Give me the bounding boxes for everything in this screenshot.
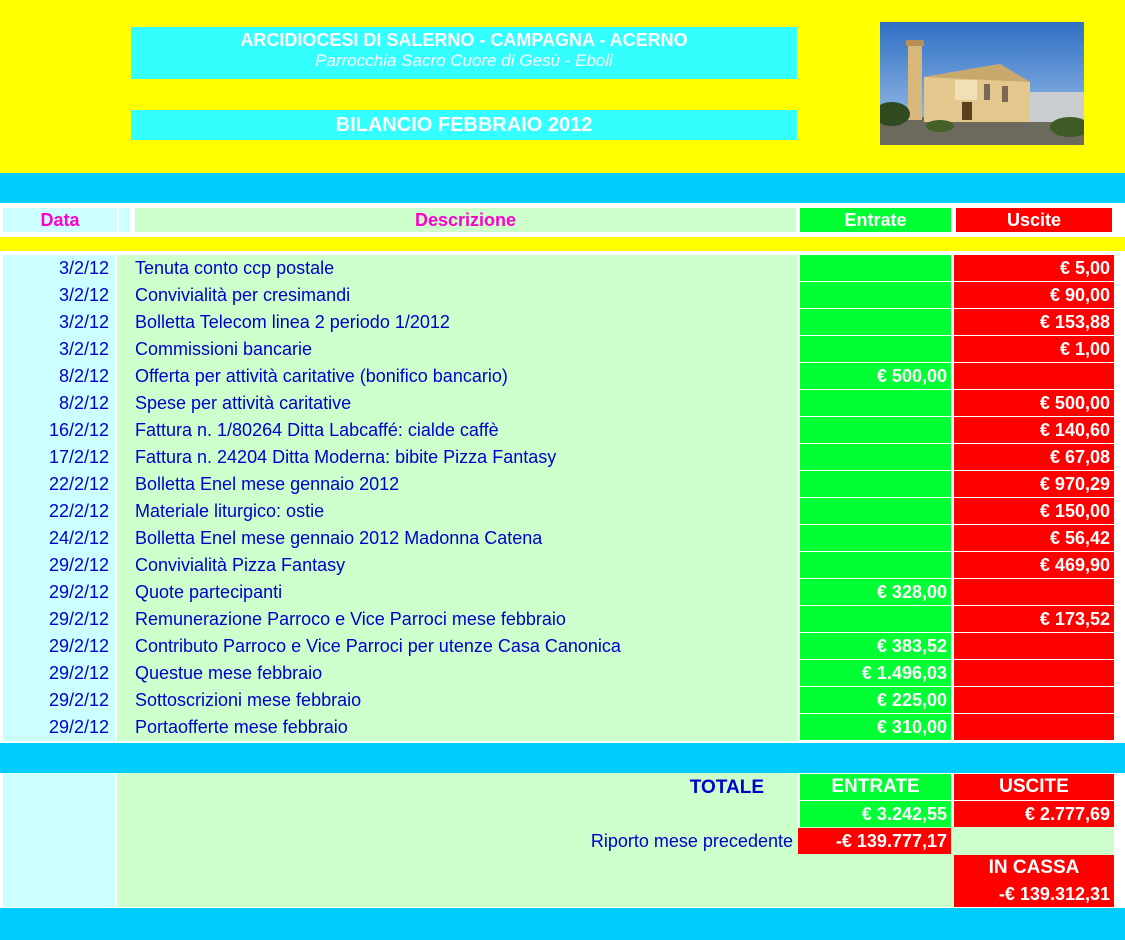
totals-left-panel [3,773,115,907]
row-description: Sottoscrizioni mese febbraio [135,690,362,710]
row-income: € 500,00 [800,363,951,389]
row-date: 3/2/12 [58,285,109,305]
row-description: Spese per attività caritative [135,393,352,413]
totals-expense-header: USCITE [954,774,1114,800]
row-description: Bolletta Enel mese gennaio 2012 Madonna Catena [135,528,543,548]
totals-expense-value: € 2.777,69 [954,801,1114,827]
row-expense [954,579,1114,605]
row-date: 29/2/12 [48,636,109,656]
row-income: € 310,00 [800,714,951,740]
column-header-expense: Uscite [956,208,1112,232]
row-income [800,390,951,416]
row-expense [954,687,1114,713]
cash-value: -€ 139.312,31 [954,881,1114,907]
parish-name: Parrocchia Sacro Cuore di Gesù - Eboli [315,51,613,70]
row-date: 3/2/12 [58,312,109,332]
totals-income-header: ENTRATE [800,774,951,800]
row-income: € 328,00 [800,579,951,605]
title-banner [131,110,797,140]
row-description: Materiale liturgico: ostie [135,501,325,521]
row-date: 24/2/12 [48,528,109,548]
row-income [800,282,951,308]
row-expense: € 5,00 [954,255,1114,281]
footer-band [0,908,1125,940]
cash-header: IN CASSA [954,855,1114,881]
row-expense: € 970,29 [954,471,1114,497]
row-income: € 383,52 [800,633,951,659]
row-income [800,552,951,578]
row-description: Convivialità Pizza Fantasy [135,555,346,575]
diocese-name: ARCIDIOCESI DI SALERNO - CAMPAGNA - ACERNO [240,30,688,50]
row-date: 17/2/12 [48,447,109,467]
row-description: Commissioni bancarie [135,339,313,359]
row-description: Questue mese febbraio [135,663,323,683]
column-header-income: Entrate [800,208,951,232]
diocese-banner [131,27,797,79]
row-expense: € 90,00 [954,282,1114,308]
row-expense [954,633,1114,659]
row-expense: € 173,52 [954,606,1114,632]
church-photo [880,22,1084,145]
row-expense: € 67,08 [954,444,1114,470]
row-income [800,525,951,551]
row-expense: € 140,60 [954,417,1114,443]
row-expense: € 1,00 [954,336,1114,362]
row-description: Bolletta Telecom linea 2 periodo 1/2012 [135,312,450,332]
row-description: Quote partecipanti [135,582,283,602]
row-description: Contributo Parroco e Vice Parroci per utenze Casa Canonica [135,636,621,656]
row-expense: € 150,00 [954,498,1114,524]
separator-band-top [0,173,1125,203]
row-date: 22/2/12 [48,501,109,521]
row-income [800,606,951,632]
row-income [800,309,951,335]
row-description: Fattura n. 24204 Ditta Moderna: bibite Pizza Fantasy [135,447,557,467]
row-income [800,471,951,497]
row-income: € 1.496,03 [800,660,951,686]
row-description: Convivialità per cresimandi [135,285,351,305]
row-date: 29/2/12 [48,609,109,629]
row-income: € 225,00 [800,687,951,713]
column-header-date: Data [3,208,117,232]
row-description: Tenuta conto ccp postale [135,258,335,278]
carryover-label: Riporto mese precedente [590,831,793,851]
header-underline [0,237,1125,251]
row-description: Portaofferte mese febbraio [135,717,348,737]
row-date: 29/2/12 [48,717,109,737]
row-expense: € 500,00 [954,390,1114,416]
row-description: Fattura n. 1/80264 Ditta Labcaffé: cialde caffè [135,420,499,440]
church-photo-image [880,22,1084,145]
row-income [800,417,951,443]
page-title: BILANCIO FEBBRAIO 2012 [335,114,593,136]
row-description: Bolletta Enel mese gennaio 2012 [135,474,400,494]
row-expense: € 153,88 [954,309,1114,335]
row-date: 8/2/12 [58,393,109,413]
column-header-gap [119,208,130,232]
totals-income-value: € 3.242,55 [800,801,951,827]
separator-band-bottom [0,743,1125,773]
row-date: 3/2/12 [58,339,109,359]
row-description: Offerta per attività caritative (bonifico bancario) [135,366,508,386]
row-description: Remunerazione Parroco e Vice Parroci mese febbraio [135,609,566,629]
row-expense: € 56,42 [954,525,1114,551]
row-income [800,498,951,524]
row-income [800,336,951,362]
row-date: 8/2/12 [58,366,109,386]
row-date: 16/2/12 [48,420,109,440]
row-date: 22/2/12 [48,474,109,494]
row-expense: € 469,90 [954,552,1114,578]
row-expense [954,660,1114,686]
row-date: 29/2/12 [48,663,109,683]
row-expense [954,714,1114,740]
row-income [800,444,951,470]
row-date: 3/2/12 [58,258,109,278]
row-date: 29/2/12 [48,582,109,602]
row-date: 29/2/12 [48,690,109,710]
row-date: 29/2/12 [48,555,109,575]
column-header-description: Descrizione [135,208,796,232]
totals-label: TOTALE [689,777,764,798]
carryover-value: -€ 139.777,17 [798,828,951,854]
row-expense [954,363,1114,389]
row-income [800,255,951,281]
